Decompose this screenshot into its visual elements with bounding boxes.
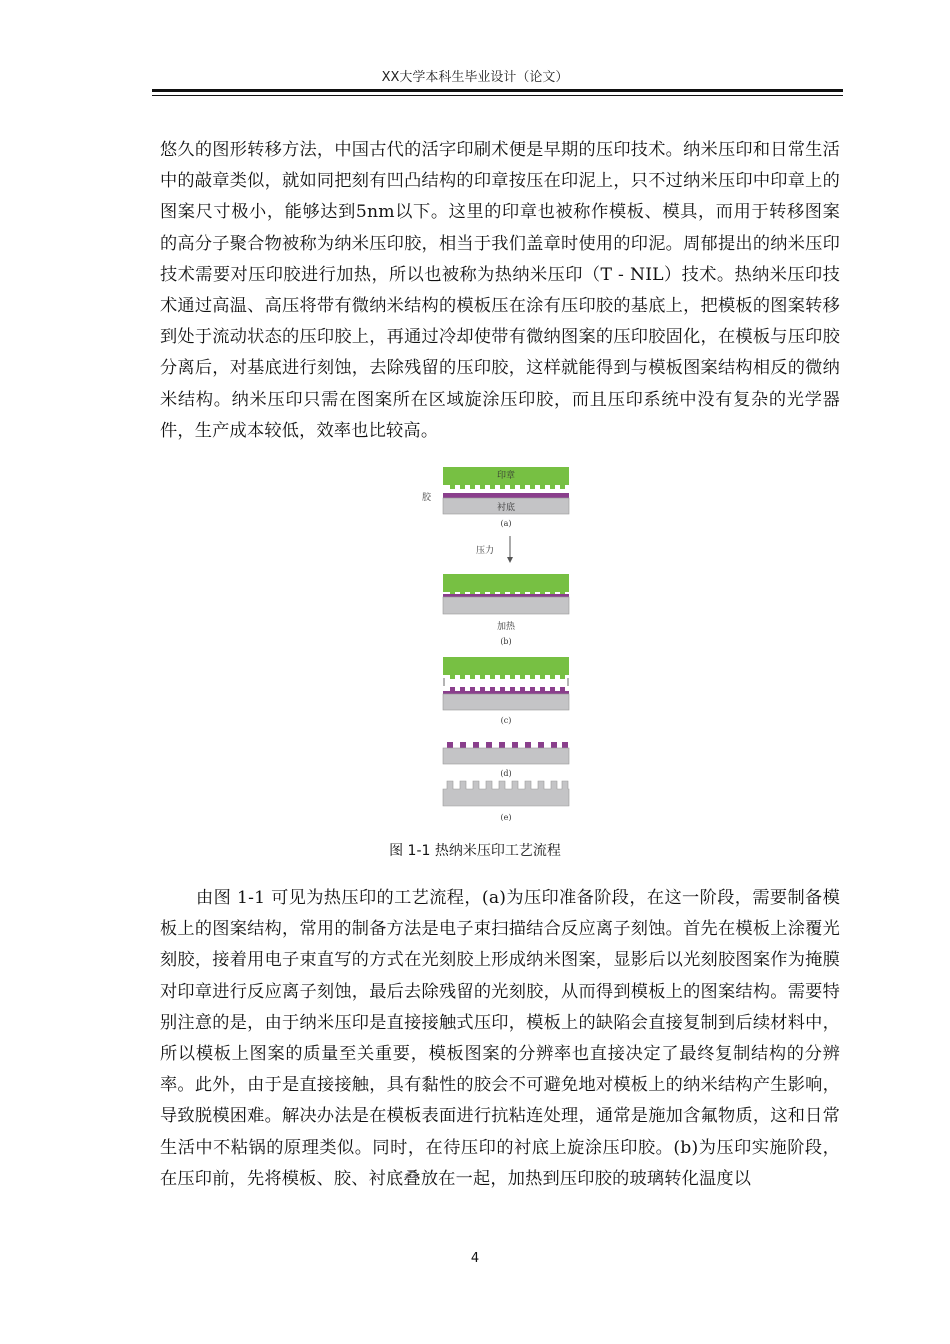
step-e-diagram: [443, 781, 569, 821]
resist-label: 胶: [422, 493, 432, 503]
substrate-e: [443, 781, 569, 806]
body-paragraph-1: 悠久的图形转移方法，中国古代的活字印刷术便是早期的压印技术。纳米压印和日常生活中的敲章类似，就如同把刻有凹凸结构的印章按压在印泥上，只不过纳米压印中印章上的图案尺寸极小，能够达到5nm以下。这里的印章也被称作模板、模具，而用于转移图案的高分子聚合物被称为纳米压印胶，相当于我们盖章时使用的印泥。周郁提出的纳米压印技术需要对压印胶进行加热，所以也被称为热纳米压印（T - NIL）技术。热纳米压印技术通过高温、高压将带有微纳米结构的模板压在涂有压印胶的基底上，把模板的图案转移到处于流动状态的压印胶上，再通过冷却使带有微纳图案的压印胶固化，在模板与压印胶分离后，对基底进行刻蚀，去除残留的压印胶，这样就能得到与模板图案结构相反的微纳米结构。纳米压印只需在图案所在区域旋涂压印胶，而且压印系统中没有复杂的光学器件，生产成本较低，效率也比较高。: [160, 140, 840, 441]
header-rule-thick: [152, 89, 843, 92]
resist-c: [443, 687, 569, 694]
step-d-label: (d): [500, 769, 512, 778]
stamp-b: [443, 574, 569, 596]
pressure-arrow: [476, 536, 513, 563]
step-b-diagram: [443, 574, 569, 646]
substrate-b: [443, 597, 569, 614]
page-number: 4: [470, 1251, 480, 1266]
substrate-c: [443, 694, 569, 710]
step-c-label: (c): [500, 716, 512, 725]
step-b-label: (b): [500, 637, 512, 646]
resist-pillars-d: [447, 742, 568, 748]
header-rule-thin: [152, 95, 843, 96]
heating-label: 加热: [496, 622, 516, 632]
stamp-label: 印章: [496, 471, 516, 481]
thermal-nil-process-figure: [410, 463, 580, 821]
step-e-label: (e): [500, 813, 512, 821]
pressure-label: 压力: [476, 546, 495, 556]
page-header-title: XX大学本科生毕业设计（论文）: [381, 70, 569, 85]
stamp-c: [443, 657, 569, 679]
step-a-diagram: [422, 467, 569, 528]
substrate-label: 衬底: [496, 503, 516, 513]
substrate-d: [443, 748, 569, 764]
resist-b: [443, 594, 569, 597]
body-paragraph-2: 由图 1-1 可见为热压印的工艺流程，(a)为压印准备阶段，在这一阶段，需要制备模板上的图案结构，常用的制备方法是电子束扫描结合反应离子刻蚀。首先在模板上涂覆光刻胶，接着用电子束直写的方式在光刻胶上形成纳米图案，显影后以光刻胶图案作为掩膜对印章进行反应离子刻蚀，最后去除残留的光刻胶，从而得到模板上的图案结构。需要特别注意的是，由于纳米压印是直接接触式压印，模板上的缺陷会直接复制到后续材料中，所以模板上图案的质量至关重要，模板图案的分辨率也直接决定了最终复制结构的分辨率。此外，由于是直接接触，具有黏性的胶会不可避免地对模板上的纳米结构产生影响，导致脱模困难。解决办法是在模板表面进行抗粘连处理，通常是施加含氟物质，这和日常生活中不粘锅的原理类似。同时，在待压印的衬底上旋涂压印胶。(b)为压印实施阶段，在压印前，先将模板、胶、衬底叠放在一起，加热到压印胶的玻璃转化温度以: [160, 888, 840, 1189]
figure-caption: 图 1-1 热纳米压印工艺流程: [389, 843, 561, 859]
step-c-diagram: [443, 657, 569, 725]
step-d-diagram: [443, 742, 569, 778]
resist-a: [443, 493, 569, 498]
step-a-label: (a): [500, 519, 512, 528]
